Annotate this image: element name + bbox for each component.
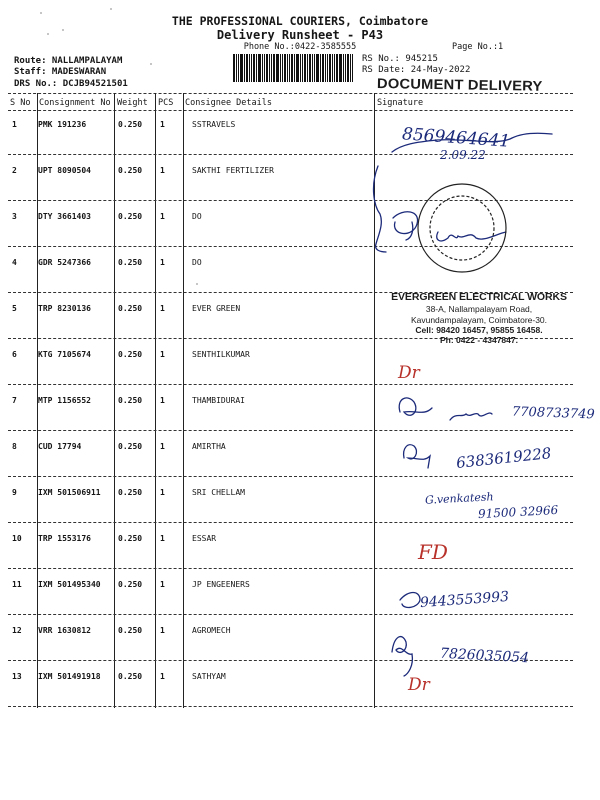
handwritten-initial-row13: Dr <box>408 675 430 695</box>
row-weight: 0.250 <box>118 534 143 543</box>
barcode-bar <box>264 54 265 82</box>
row-sno: 8 <box>12 442 17 451</box>
rs-number: RS No.: 945215 <box>362 54 438 64</box>
barcode-bar <box>352 54 353 82</box>
barcode-bar <box>336 54 338 82</box>
row-pcs: 1 <box>160 350 165 359</box>
barcode-bar <box>307 54 308 82</box>
signature-row4 <box>406 222 413 240</box>
row-divider <box>8 384 573 385</box>
barcode-bar <box>244 54 245 82</box>
row-consignee: SAKTHI FERTILIZER <box>192 166 274 175</box>
row-sno: 10 <box>12 534 22 543</box>
company-title: THE PROFESSIONAL COURIERS, Coimbatore <box>171 14 429 28</box>
col-divider <box>155 93 156 708</box>
row-weight: 0.250 <box>118 212 143 221</box>
barcode-bar <box>273 54 275 82</box>
row-divider <box>8 706 573 707</box>
barcode-bar <box>327 54 328 82</box>
row-divider <box>8 476 573 477</box>
row-weight: 0.250 <box>118 258 143 267</box>
barcode-bar <box>343 54 344 82</box>
barcode-bar <box>282 54 283 82</box>
row-consignment-no: MTP 1156552 <box>38 396 91 405</box>
row-weight: 0.250 <box>118 120 143 129</box>
drs-number: DRS No.: DCJB94521501 <box>14 79 128 89</box>
barcode-bar <box>316 54 319 82</box>
barcode-bar <box>302 54 303 82</box>
barcode-bar <box>253 54 255 82</box>
barcode-bar <box>276 54 279 82</box>
row-sno: 1 <box>12 120 17 129</box>
barcode-bar <box>256 54 257 82</box>
handwritten-name-row9: G.venkatesh <box>424 490 494 507</box>
signature-loop <box>393 212 418 234</box>
col-divider <box>183 93 184 708</box>
handwritten-initial-row6: Dr <box>398 363 420 383</box>
col-header-consignment: Consignment No <box>39 98 111 108</box>
row-weight: 0.250 <box>118 580 143 589</box>
stamp-cell: Cell: 98420 16457, 95855 16458. <box>415 325 543 335</box>
barcode-bar <box>345 54 346 82</box>
row-pcs: 1 <box>160 672 165 681</box>
col-header-consignee: Consignee Details <box>185 98 272 108</box>
row-consignee: DO <box>192 258 202 267</box>
barcode-bar <box>291 54 293 82</box>
barcode-bar <box>284 54 286 82</box>
row-divider <box>8 430 573 431</box>
col-divider <box>114 93 115 708</box>
col-header-signature: Signature <box>377 98 424 108</box>
scan-speck <box>150 63 152 65</box>
barcode-bar <box>322 54 324 82</box>
barcode-bar <box>350 54 351 82</box>
col-header-pcs: PCS <box>158 98 174 108</box>
row-divider <box>8 522 573 523</box>
barcode-bar <box>332 54 333 82</box>
barcode-bar <box>339 54 342 82</box>
handwritten-initial-row10: FD <box>418 540 448 564</box>
barcode-bar <box>266 54 268 82</box>
barcode-bar <box>329 54 331 82</box>
staff-label: Staff: MADESWARAN <box>14 67 107 77</box>
stamp-address-2: Kavundampalayam, Coimbatore-30. <box>410 315 548 325</box>
row-consignee: ESSAR <box>192 534 217 543</box>
row-consignment-no: IXM 501506911 <box>38 488 101 497</box>
row-consignee: AGROMECH <box>192 626 231 635</box>
row-divider <box>8 154 573 155</box>
row-weight: 0.250 <box>118 350 143 359</box>
barcode-bar <box>304 54 306 82</box>
row-weight: 0.250 <box>118 442 143 451</box>
col-header-weight: Weight <box>117 98 148 108</box>
row-sno: 2 <box>12 166 17 175</box>
signature-row7b <box>450 413 492 420</box>
rs-date: RS Date: 24-May-2022 <box>362 65 471 75</box>
row-pcs: 1 <box>160 488 165 497</box>
evergreen-stamp <box>384 291 574 345</box>
signature-row11 <box>400 593 420 608</box>
stamp-phone: Ph: 0422 - 4347847. <box>440 335 518 345</box>
barcode-bar <box>236 54 237 82</box>
row-weight: 0.250 <box>118 488 143 497</box>
barcode-bar <box>314 54 315 82</box>
barcode-bar <box>280 54 281 82</box>
col-divider <box>374 93 375 708</box>
row-sno: 3 <box>12 212 17 221</box>
row-sno: 11 <box>12 580 22 589</box>
row-sno: 5 <box>12 304 17 313</box>
handwritten-date-row1: 2.09.22 <box>440 148 486 162</box>
signature-row3 <box>437 232 506 241</box>
barcode-bar <box>320 54 321 82</box>
row-divider <box>8 614 573 615</box>
stamp-company-name: EVERGREEN ELECTRICAL WORKS <box>391 291 567 303</box>
row-consignment-no: TRP 8230136 <box>38 304 91 313</box>
row-pcs: 1 <box>160 626 165 635</box>
barcode-bar <box>271 54 272 82</box>
barcode-bar <box>262 54 263 82</box>
handwritten-phone-row8: 6383619228 <box>455 444 553 472</box>
row-consignee: SRI CHELLAM <box>192 488 245 497</box>
row-sno: 6 <box>12 350 17 359</box>
signature-bracket <box>374 166 386 252</box>
row-pcs: 1 <box>160 166 165 175</box>
row-pcs: 1 <box>160 304 165 313</box>
row-sno: 4 <box>12 258 17 267</box>
row-consignment-no: DTY 3661403 <box>38 212 91 221</box>
barcode-bar <box>334 54 335 82</box>
barcode-bar <box>238 54 239 82</box>
row-divider <box>8 246 573 247</box>
row-divider <box>8 568 573 569</box>
row-pcs: 1 <box>160 212 165 221</box>
signature-row8 <box>404 445 430 468</box>
barcode-bar <box>240 54 243 82</box>
barcode-bar <box>269 54 270 82</box>
row-consignment-no: VRR 1630812 <box>38 626 91 635</box>
handwritten-phone-row9: 91500 32966 <box>477 502 559 522</box>
handwritten-phone-row11: 9443553993 <box>419 588 510 612</box>
barcode-bar <box>294 54 295 82</box>
row-pcs: 1 <box>160 396 165 405</box>
barcode-bar <box>347 54 349 82</box>
barcode-bar <box>246 54 248 82</box>
row-sno: 12 <box>12 626 22 635</box>
row-consignee: EVER GREEN <box>192 304 241 313</box>
col-header-sno: S No <box>10 98 31 108</box>
row-consignee: DO <box>192 212 202 221</box>
row-weight: 0.250 <box>118 304 143 313</box>
barcode-bar <box>309 54 311 82</box>
row-consignment-no: PMK 191236 <box>38 120 87 129</box>
row-consignee: THAMBIDURAI <box>192 396 245 405</box>
row-weight: 0.250 <box>118 672 143 681</box>
scan-speck <box>110 8 112 10</box>
row-sno: 9 <box>12 488 17 497</box>
row-divider <box>8 200 573 201</box>
route-label: Route: NALLAMPALAYAM <box>14 56 123 66</box>
barcode-bar <box>325 54 326 82</box>
signature-row12 <box>392 637 412 676</box>
row-pcs: 1 <box>160 534 165 543</box>
row-pcs: 1 <box>160 120 165 129</box>
table-header-rule <box>8 110 573 111</box>
company-seal <box>418 184 506 272</box>
row-consignee: JP ENGEENERS <box>192 580 250 589</box>
handwritten-phone-row12: 7826035054 <box>439 645 530 667</box>
barcode-bar <box>258 54 261 82</box>
row-pcs: 1 <box>160 580 165 589</box>
scan-speck <box>196 283 198 285</box>
barcode-bar <box>289 54 290 82</box>
row-consignee: SENTHILKUMAR <box>192 350 250 359</box>
row-consignee: AMIRTHA <box>192 442 226 451</box>
document-delivery-stamp: DOCUMENT DELIVERY <box>376 75 543 94</box>
stamp-address-1: 38-A, Nallampalayam Road, <box>425 304 533 314</box>
row-consignment-no: CUD 17794 <box>38 442 82 451</box>
row-sno: 13 <box>12 672 22 681</box>
row-consignment-no: GDR 5247366 <box>38 258 91 267</box>
phone-number: Phone No.:0422-3585555 <box>243 42 357 52</box>
row-consignee: SSTRAVELS <box>192 120 236 129</box>
page-number: Page No.:1 <box>452 42 504 52</box>
barcode-bar <box>251 54 252 82</box>
row-weight: 0.250 <box>118 626 143 635</box>
barcode-bar <box>312 54 313 82</box>
row-sno: 7 <box>12 396 17 405</box>
row-weight: 0.250 <box>118 396 143 405</box>
barcode-bar <box>249 54 250 82</box>
barcode <box>233 54 357 82</box>
row-consignment-no: IXM 501491918 <box>38 672 101 681</box>
barcode-bar <box>287 54 288 82</box>
handwritten-phone-row1: 8569464641 <box>401 124 511 152</box>
row-consignment-no: UPT 8090504 <box>38 166 91 175</box>
barcode-bar <box>233 54 235 82</box>
row-consignment-no: IXM 501495340 <box>38 580 101 589</box>
row-pcs: 1 <box>160 442 165 451</box>
table-top-rule <box>8 93 573 94</box>
row-pcs: 1 <box>160 258 165 267</box>
handwritten-phone-row7: 7708733749 <box>511 404 595 423</box>
barcode-bar <box>300 54 301 82</box>
row-consignment-no: TRP 1553176 <box>38 534 91 543</box>
row-consignment-no: KTG 7105674 <box>38 350 91 359</box>
row-consignee: SATHYAM <box>192 672 226 681</box>
barcode-bar <box>296 54 299 82</box>
signature-row7 <box>399 398 432 415</box>
row-weight: 0.250 <box>118 166 143 175</box>
runsheet-subtitle: Delivery Runsheet - P43 <box>216 28 384 42</box>
